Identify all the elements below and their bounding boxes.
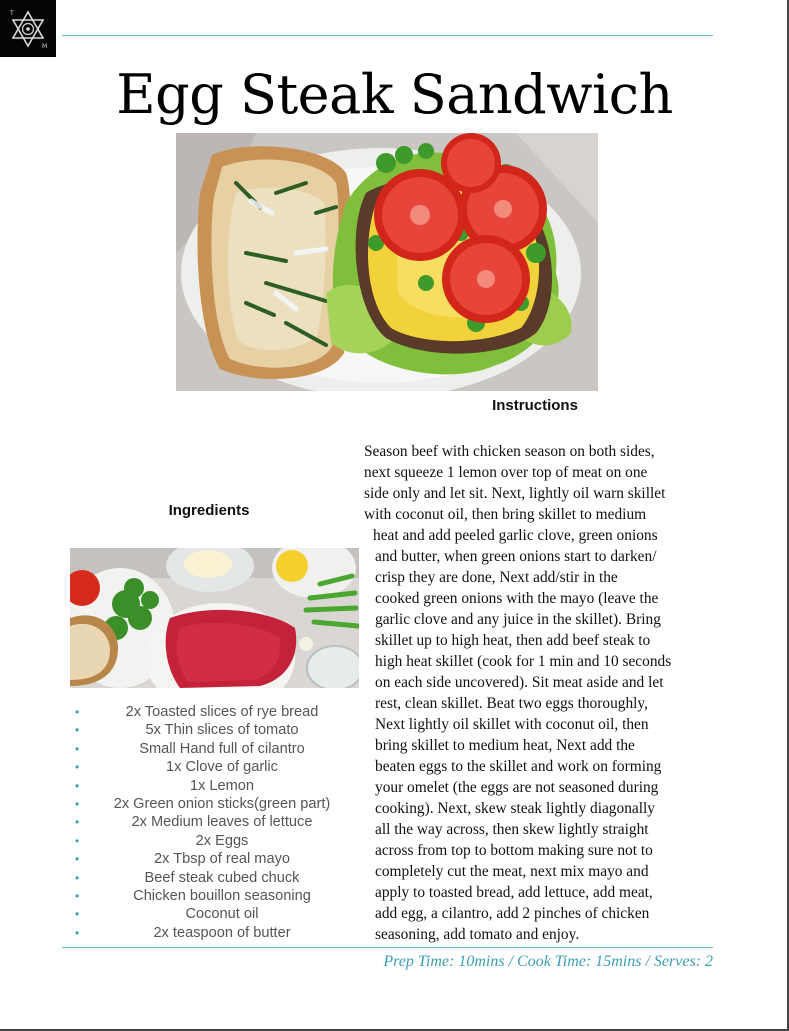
instruction-line: Season beef with chicken season on both sides,: [364, 443, 655, 460]
ingredients-heading: Ingredients: [168, 502, 250, 519]
list-item: [70, 905, 360, 923]
instruction-line: cooked green onions with the mayo (leave the: [375, 590, 659, 607]
ingredient-text: 5x Thin slices of tomato: [145, 722, 299, 739]
list-item: [70, 740, 360, 758]
ingredient-text: 2x Tbsp of real mayo: [153, 851, 290, 868]
instruction-line: next squeeze 1 lemon over top of meat on one: [364, 464, 648, 481]
instruction-line: high heat skillet (cook for 1 min and 10 seconds: [375, 653, 672, 670]
recipe-title: Egg Steak Sandwich: [116, 63, 673, 126]
hexagram-logo-icon: [0, 0, 56, 57]
instruction-line: Next lightly oil skillet with coconut oil, then: [375, 716, 649, 733]
list-item: [70, 813, 360, 831]
ingredient-text: Small Hand full of cilantro: [139, 740, 305, 757]
list-item: [70, 850, 360, 868]
list-item: [70, 721, 360, 739]
sandwich-photo: [176, 133, 598, 391]
list-item: [70, 924, 360, 942]
bullet-icon: •: [75, 796, 80, 811]
instruction-line: skillet up to high heat, then add beef steak to: [375, 632, 651, 649]
svg-text:T: T: [10, 9, 14, 17]
ingredient-text: 2x Medium leaves of lettuce: [131, 814, 313, 831]
instruction-line: across from top to bottom making sure not to: [375, 842, 653, 859]
list-item: [70, 758, 360, 776]
bullet-icon: •: [75, 925, 80, 940]
instruction-line: crisp they are done, Next add/stir in the: [375, 569, 618, 586]
ingredient-text: Beef steak cubed chuck: [144, 869, 300, 886]
instruction-line: seasoning, add tomato and enjoy.: [375, 926, 580, 943]
instruction-line: your omelet (the eggs are not seasoned during: [375, 779, 659, 796]
ingredient-text: 2x Eggs: [195, 832, 249, 849]
list-item: [70, 832, 360, 850]
instruction-line: and butter, when green onions start to darken/: [375, 548, 657, 565]
header-divider: [62, 35, 713, 36]
ingredient-text: 2x Toasted slices of rye bread: [125, 704, 319, 720]
ingredient-text: 1x Clove of garlic: [166, 759, 278, 776]
bullet-icon: •: [75, 870, 80, 885]
instruction-line: beaten eggs to the skillet and work on forming: [375, 758, 662, 775]
list-item: [70, 887, 360, 905]
instruction-line: with coconut oil, then bring skillet to medium: [364, 506, 647, 523]
instruction-line: apply to toasted bread, add lettuce, add meat,: [375, 884, 653, 901]
bullet-icon: •: [75, 723, 80, 738]
ingredient-text: Chicken bouillon seasoning: [133, 887, 311, 904]
ingredient-text: 2x teaspoon of butter: [153, 924, 291, 941]
instructions-heading: Instructions: [492, 397, 578, 414]
bullet-icon: •: [75, 760, 80, 775]
instruction-line: cooking). Next, skew steak lightly diagonally: [375, 800, 655, 817]
bullet-icon: •: [75, 705, 80, 719]
list-item: [70, 795, 360, 813]
ingredient-text: 2x Green onion sticks(green part): [113, 795, 331, 812]
bullet-icon: •: [75, 741, 80, 756]
bullet-icon: •: [75, 833, 80, 848]
bullet-icon: •: [75, 888, 80, 903]
instruction-line: rest, clean skillet. Beat two eggs thoroughly,: [375, 695, 648, 712]
ingredient-text: 1x Lemon: [189, 777, 255, 794]
bullet-icon: •: [75, 815, 80, 830]
instruction-line: add egg, a cilantro, add 2 pinches of chicken: [375, 905, 650, 922]
instruction-line: completely cut the meat, next mix mayo and: [375, 863, 649, 880]
instruction-line: garlic clove and any juice in the skillet). Bring: [375, 611, 661, 628]
instruction-line: bring skillet to medium heat, Next add the: [375, 737, 635, 754]
ingredients-list: [70, 703, 360, 942]
instruction-line: on each side uncovered). Sit meat aside and let: [375, 674, 664, 691]
recipe-meta: Prep Time: 10mins / Cook Time: 15mins / Serves: 2: [383, 953, 713, 970]
instruction-line: all the way across, then skew lightly straight: [375, 821, 649, 838]
footer-divider: [62, 947, 713, 948]
ingredients-photo: [70, 548, 359, 688]
ingredient-text: Coconut oil: [185, 906, 259, 923]
bullet-icon: •: [75, 778, 80, 793]
list-item: [70, 777, 360, 795]
instruction-line: side only and let sit. Next, lightly oil warn skillet: [364, 485, 666, 502]
bullet-icon: •: [75, 907, 80, 922]
bullet-icon: •: [75, 852, 80, 867]
list-item: [70, 869, 360, 887]
instructions-body: [364, 441, 714, 945]
instruction-line: heat and add peeled garlic clove, green onions: [373, 527, 658, 544]
list-item: [70, 703, 360, 721]
svg-text:M: M: [42, 42, 48, 50]
